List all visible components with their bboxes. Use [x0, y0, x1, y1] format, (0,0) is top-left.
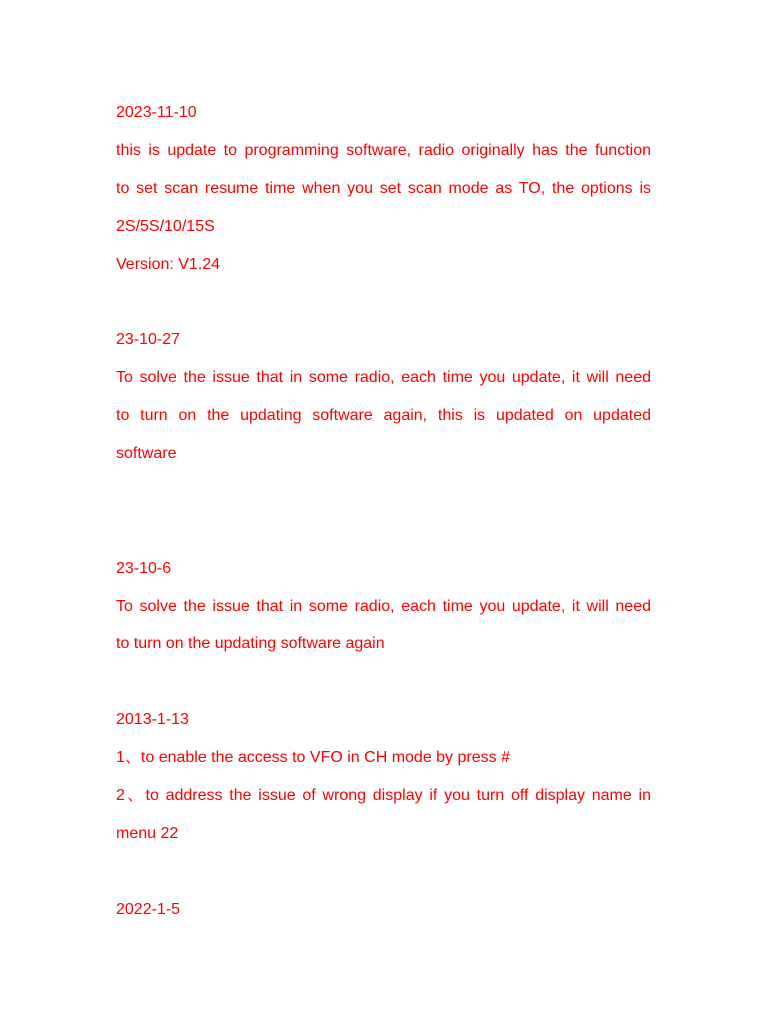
entry-text-line: Version: V1.24 — [116, 256, 221, 273]
entry-date: 2022-1-5 — [116, 901, 181, 918]
entry-text-line: software — [116, 445, 177, 462]
entry-text-line: to turn on the updating software again — [116, 635, 385, 652]
entry-date: 2013-1-13 — [116, 711, 189, 728]
document-page — [116, 0, 651, 1024]
entry-text-line: to set scan resume time when you set scan mode as TO, the options is — [116, 180, 651, 197]
entry-text-line: 1、to enable the access to VFO in CH mode by press # — [116, 749, 510, 766]
entry-text-line: To solve the issue that in some radio, each time you update, it will need — [116, 369, 651, 386]
entry-text-line: 2S/5S/10/15S — [116, 218, 215, 235]
entry-text-line: to turn on the updating software again, this is updated on updated — [116, 407, 651, 424]
entry-text-line: this is update to programming software, radio originally has the function — [116, 142, 651, 159]
entry-date: 23-10-6 — [116, 560, 172, 577]
entry-text-line: To solve the issue that in some radio, each time you update, it will need — [116, 598, 651, 615]
entry-text-line: 2、to address the issue of wrong display if you turn off display name in — [116, 787, 651, 804]
entry-date: 2023-11-10 — [116, 104, 197, 121]
entry-text-line: menu 22 — [116, 825, 179, 842]
entry-date: 23-10-27 — [116, 331, 181, 348]
